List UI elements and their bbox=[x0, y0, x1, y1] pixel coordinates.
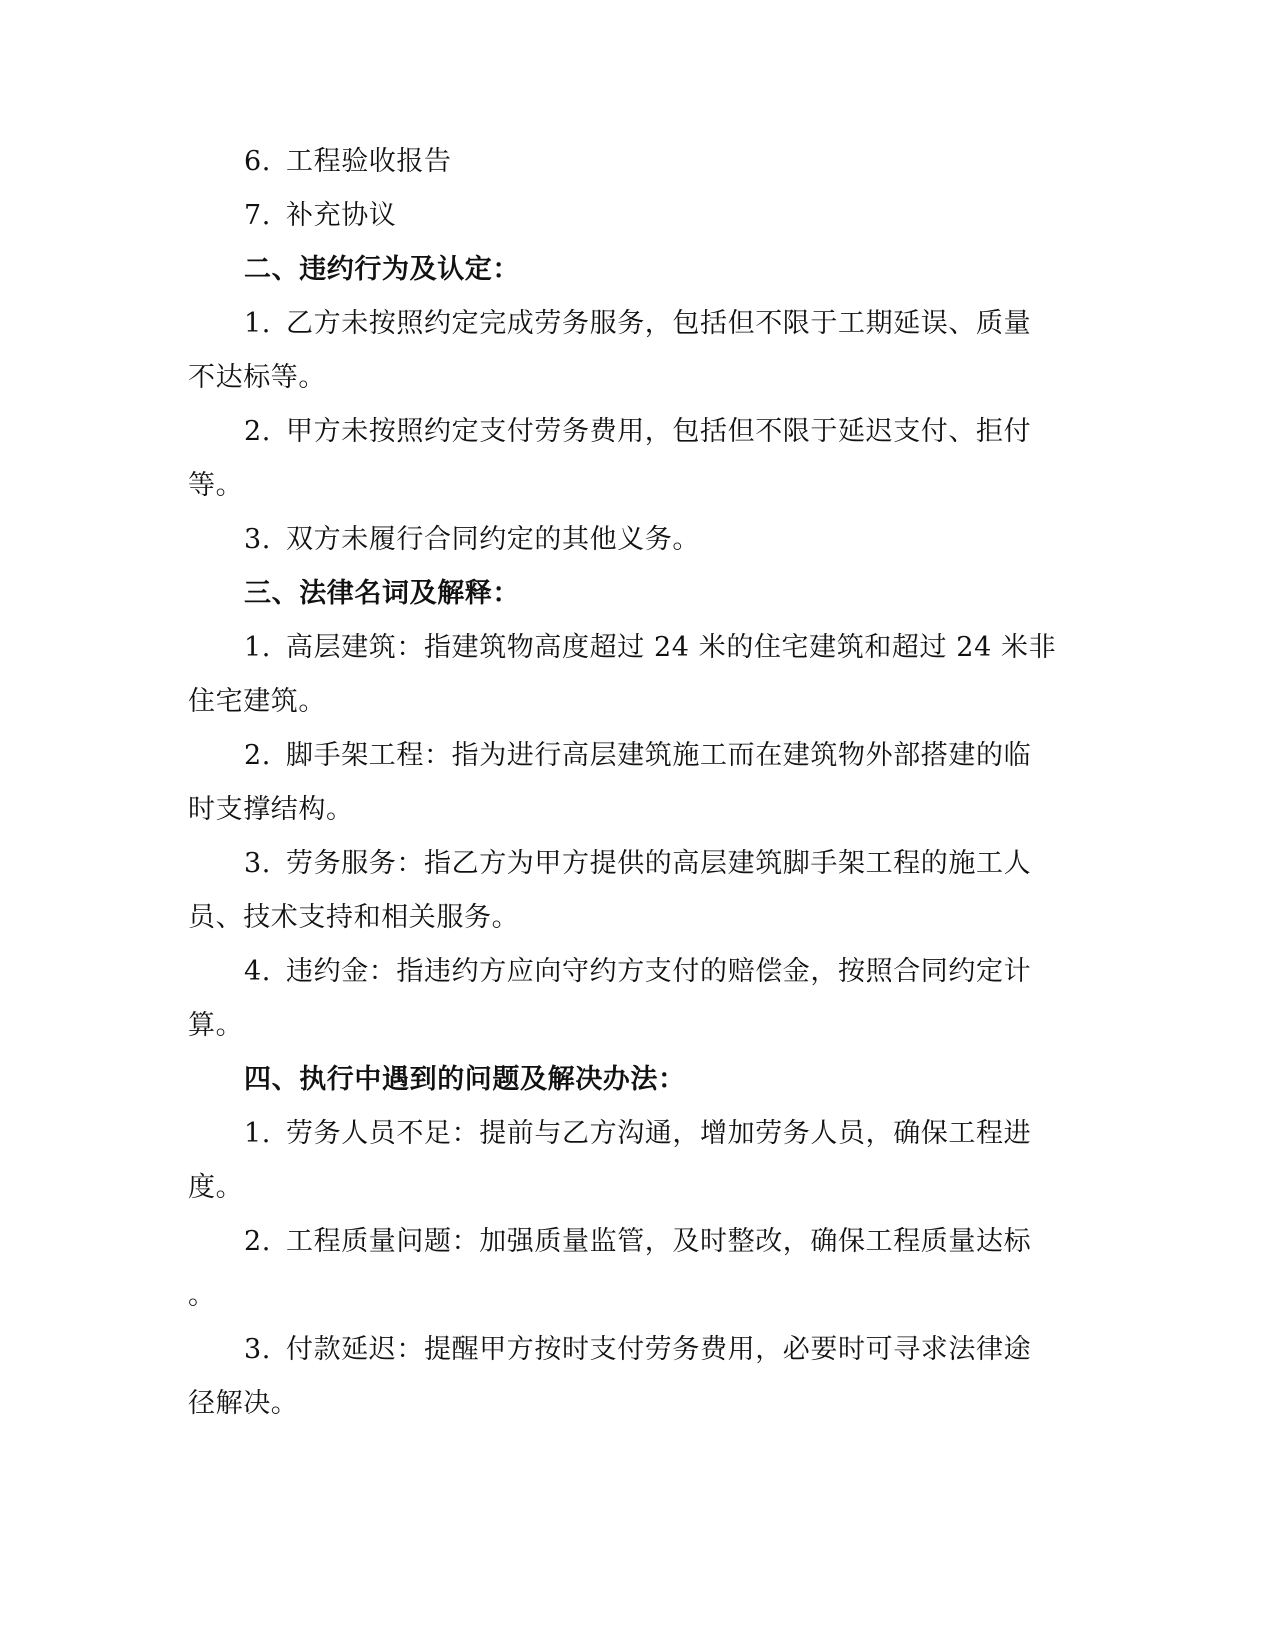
item-text: 补充协议 bbox=[286, 200, 397, 231]
item-text: 付款延迟：提醒甲方按时支付劳务费用，必要时可寻求法律途 bbox=[286, 1334, 1032, 1365]
item-text: 脚手架工程：指为进行高层建筑施工而在建筑物外部搭建的临 bbox=[286, 740, 1032, 771]
item-continuation: 住宅建筑。 bbox=[188, 686, 326, 717]
item-continuation: 不达标等。 bbox=[188, 362, 326, 393]
list-item bbox=[244, 412, 1031, 452]
item-continuation: 径解决。 bbox=[188, 1388, 299, 1419]
section-heading: 二、违约行为及认定： bbox=[244, 254, 520, 285]
item-continuation: 度。 bbox=[188, 1172, 244, 1203]
list-item bbox=[244, 736, 1031, 776]
list-item bbox=[244, 628, 1056, 668]
item-number: 2. bbox=[244, 416, 271, 447]
item-text: 劳务人员不足：提前与乙方沟通，增加劳务人员，确保工程进 bbox=[286, 1118, 1032, 1149]
item-number: 2. bbox=[244, 1226, 271, 1257]
list-item bbox=[244, 952, 1031, 992]
item-number: 1. bbox=[244, 308, 271, 339]
item-continuation: 。 bbox=[188, 1280, 216, 1311]
item-continuation: 等。 bbox=[188, 470, 244, 501]
item-continuation: 时支撑结构。 bbox=[188, 794, 354, 825]
list-item bbox=[244, 1114, 1031, 1154]
item-text: 工程验收报告 bbox=[286, 146, 452, 177]
item-text: 乙方未按照约定完成劳务服务，包括但不限于工期延误、质量 bbox=[286, 308, 1032, 339]
item-number: 6. bbox=[244, 146, 271, 177]
item-text: 劳务服务：指乙方为甲方提供的高层建筑脚手架工程的施工人 bbox=[286, 848, 1032, 879]
list-item bbox=[244, 844, 1031, 884]
item-number: 2. bbox=[244, 740, 271, 771]
list-item bbox=[244, 142, 452, 182]
section-heading: 四、执行中遇到的问题及解决办法： bbox=[244, 1064, 686, 1095]
item-text: 双方未履行合同约定的其他义务。 bbox=[286, 524, 700, 555]
item-number: 3. bbox=[244, 524, 271, 555]
item-number: 1. bbox=[244, 632, 271, 663]
item-number: 1. bbox=[244, 1118, 271, 1149]
item-text: 甲方未按照约定支付劳务费用，包括但不限于延迟支付、拒付 bbox=[286, 416, 1032, 447]
list-item bbox=[244, 304, 1031, 344]
item-number: 3. bbox=[244, 1334, 271, 1365]
item-text: 违约金：指违约方应向守约方支付的赔偿金，按照合同约定计 bbox=[286, 956, 1032, 987]
list-item bbox=[244, 1330, 1031, 1370]
item-text: 高层建筑：指建筑物高度超过 24 米的住宅建筑和超过 24 米非 bbox=[286, 632, 1057, 663]
item-text: 工程质量问题：加强质量监管，及时整改，确保工程质量达标 bbox=[286, 1226, 1032, 1257]
item-number: 4. bbox=[244, 956, 271, 987]
item-number: 7. bbox=[244, 200, 271, 231]
list-item bbox=[244, 196, 396, 236]
item-number: 3. bbox=[244, 848, 271, 879]
item-continuation: 员、技术支持和相关服务。 bbox=[188, 902, 520, 933]
list-item bbox=[244, 520, 700, 560]
list-item bbox=[244, 1222, 1031, 1262]
section-heading: 三、法律名词及解释： bbox=[244, 578, 520, 609]
item-continuation: 算。 bbox=[188, 1010, 244, 1041]
